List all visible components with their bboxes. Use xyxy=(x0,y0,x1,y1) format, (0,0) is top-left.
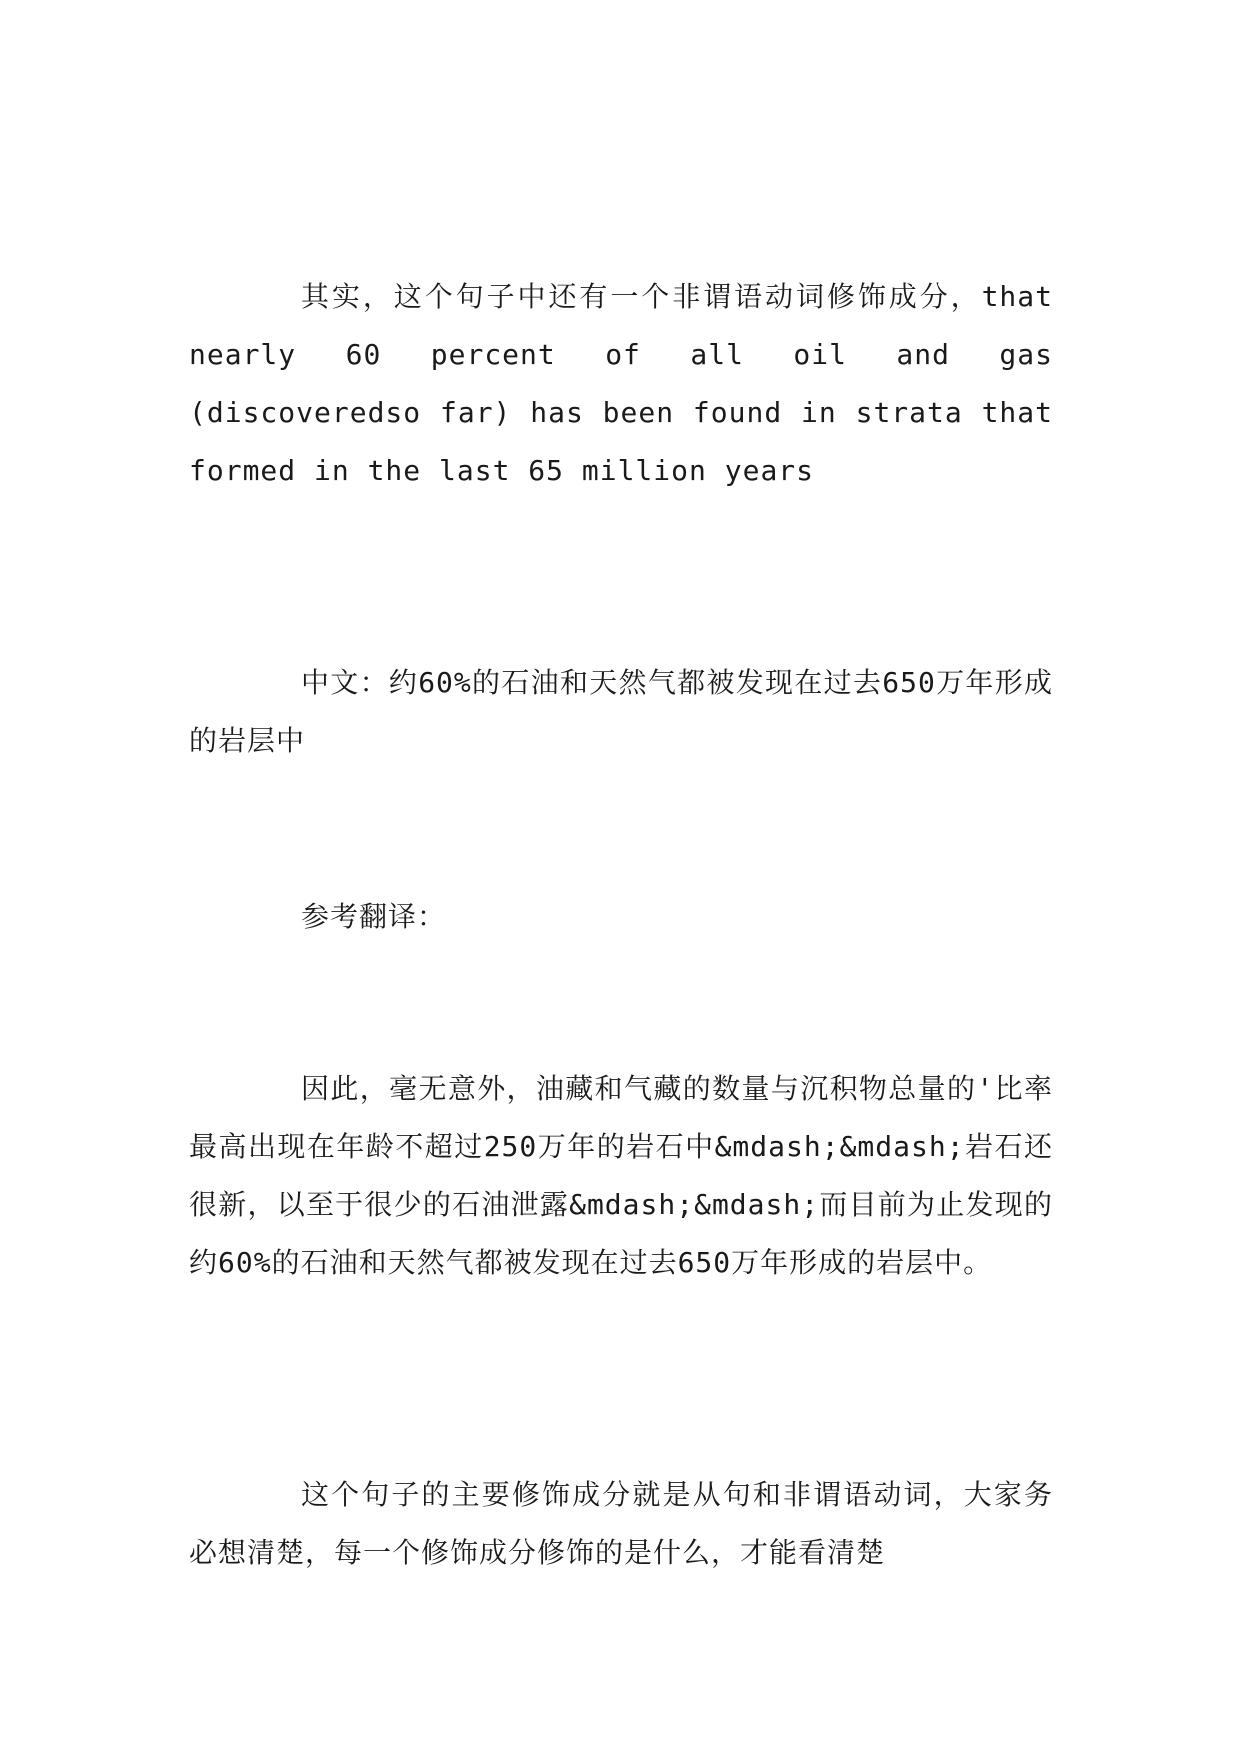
paragraph-note: 这个句子的主要修饰成分就是从句和非谓语动词，大家务必想清楚，每一个修饰成分修饰的是什么，才能看清楚 xyxy=(189,1478,1053,1569)
paragraph-reference-translation: 因此，毫无意外，油藏和气藏的数量与沉积物总量的'比率最高出现在年龄不超过250万年的岩石中&mdash;&mdash;岩石还很新，以至于很少的石油泄露&mdash;&mdash;而目前为止发现的约60%的石油和天然气都被发现在过去650万年形成的岩层中。 xyxy=(189,1072,1053,1279)
paragraph-chinese-translation: 中文：约60%的石油和天然气都被发现在过去650万年形成的岩层中 xyxy=(189,666,1053,757)
paragraph-analysis: 其实，这个句子中还有一个非谓语动词修饰成分，that nearly 60 percent of all oil and gas (discoveredso far) has been found in strata that formed in the last 65 million years xyxy=(189,280,1053,487)
paragraph-reference-heading: 参考翻译： xyxy=(301,900,447,933)
